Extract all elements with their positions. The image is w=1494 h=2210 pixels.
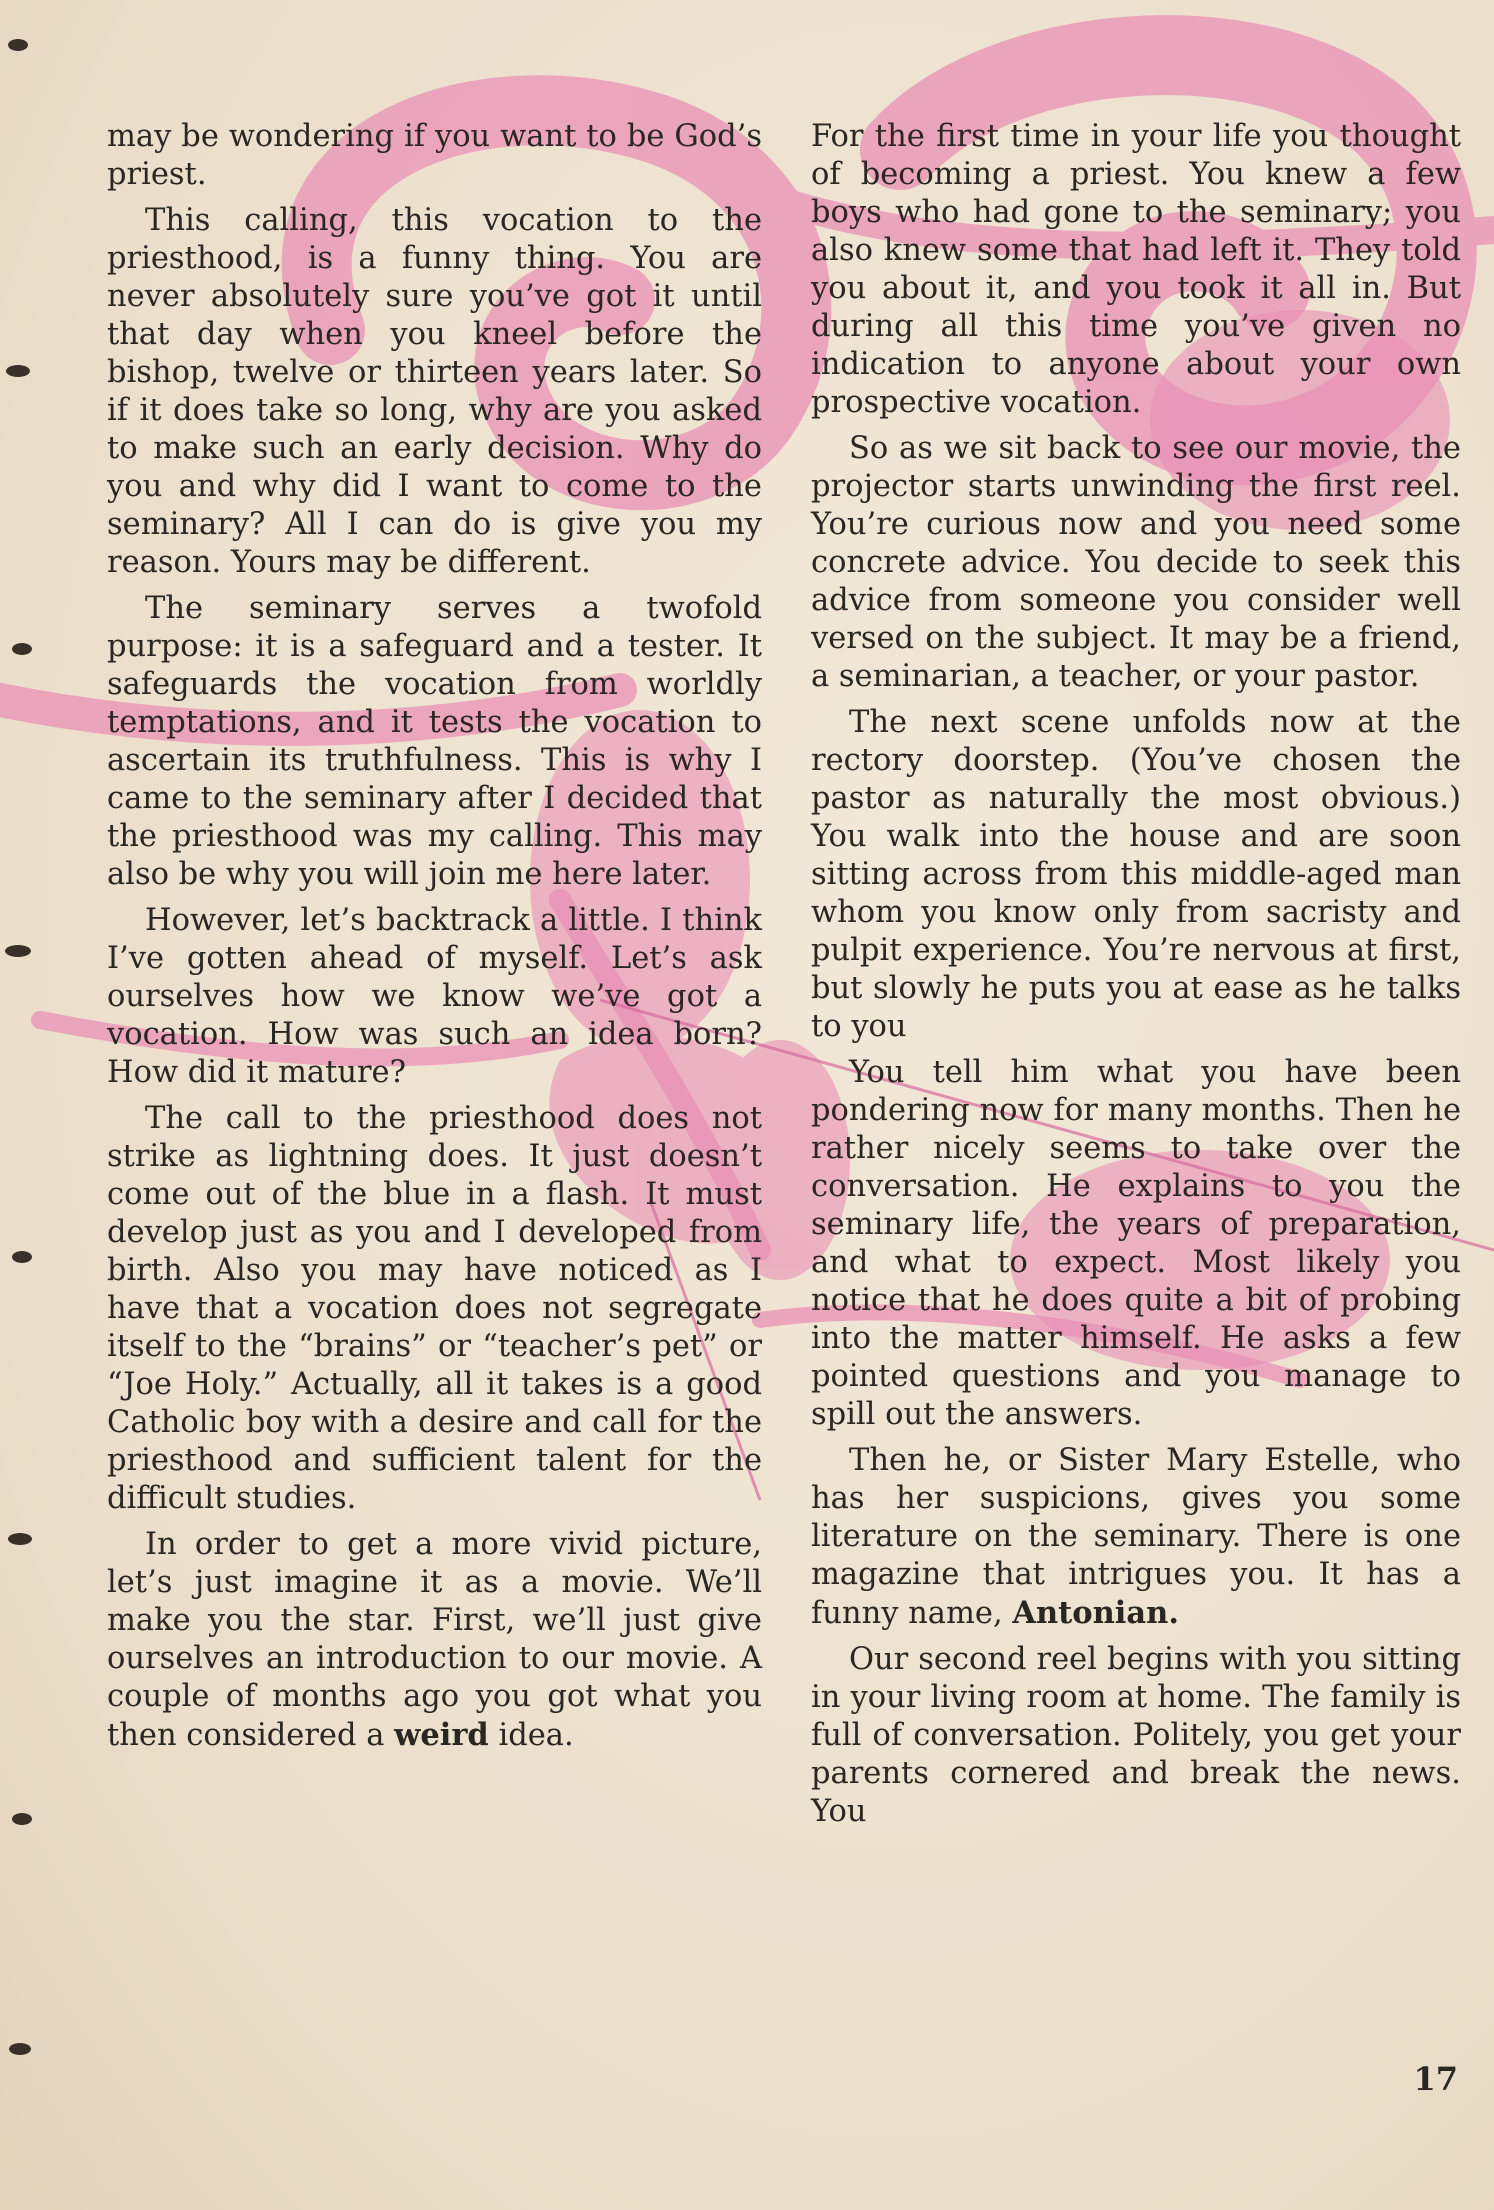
paragraph: may be wondering if you want to be God’s priest. <box>107 119 762 192</box>
paragraph: However, let’s backtrack a little. I think I’ve gotten ahead of myself. Let’s ask ourselves how we know we’ve got a vocation. How was such an idea born? How did it mature? <box>107 903 762 1090</box>
binding-hole-mark <box>0 640 34 658</box>
binding-hole-mark <box>0 362 34 380</box>
paragraph: You tell him what you have been pondering now for many months. Then he rather nicely seems to take over the conversation. He explains to you the seminary life, the years of preparation, and what to expect. Most likely you notice that he does quite a bit of probing into the matter himself. He asks a few pointed questions and you manage to spill out the answers. <box>811 1055 1461 1432</box>
paragraph: This calling, this vocation to the priesthood, is a funny thing. You are never absolutely sure you’ve got it until that day when you kneel before the bishop, twelve or thirteen years later. So if it does take so long, why are you asked to make such an early decision. Why do you and why did I want to come to the seminary? All I can do is give you my reason. Yours may be different. <box>107 203 762 580</box>
paragraph <box>107 1526 762 1755</box>
right-text-column <box>811 118 1461 1839</box>
paragraph: The next scene unfolds now at the rectory doorstep. (You’ve chosen the pastor as naturally the most obvious.) You walk into the house and are soon sitting across from this middle-aged man whom you know only from sacristy and pulpit experience. You’re nervous at first, but slowly he puts you at ease as he talks to you <box>811 705 1461 1044</box>
paragraph-text: Then he, or Sister Mary Estelle, who has her suspicions, gives you some literature on the seminary. There is one magazine that intrigues you. It has a funny name, <box>811 1443 1461 1631</box>
paragraph <box>811 1442 1461 1633</box>
binding-hole-mark <box>0 942 34 960</box>
paragraph: So as we sit back to see our movie, the projector starts unwinding the first reel. You’re curious now and you need some concrete advice. You decide to seek this advice from someone you consider well versed on the subject. It may be a friend, a seminarian, a teacher, or your pastor. <box>811 431 1461 694</box>
paragraph-text: In order to get a more vivid picture, let’s just imagine it as a movie. We’ll make you the star. First, we’ll just give ourselves an introduction to our movie. A couple of months ago you got what you then considered a <box>107 1527 762 1753</box>
paragraph: For the first time in your life you thought of becoming a priest. You knew a few boys who had gone to the seminary; you also knew some that had left it. They told you about it, and you took it all in. But during all this time you’ve given no indication to anyone about your own prospective vocation. <box>811 119 1461 420</box>
binding-hole-mark <box>0 1530 34 1548</box>
binding-hole-mark <box>0 1248 34 1266</box>
binding-hole-mark <box>0 36 34 54</box>
magazine-name: Antonian. <box>1012 1595 1179 1631</box>
paragraph: The seminary serves a twofold purpose: it is a safeguard and a tester. It safeguards the vocation from worldly temptations, and it tests the vocation to ascertain its truthfulness. This is why I came to the seminary after I decided that the priesthood was my calling. This may also be why you will join me here later. <box>107 591 762 892</box>
left-text-column <box>107 118 762 1763</box>
paragraph: Our second reel begins with you sitting in your living room at home. The family is full of conversation. Politely, you get your parents cornered and break the news. You <box>811 1642 1461 1829</box>
page-number: 17 <box>1413 2060 1458 2098</box>
paragraph-text-end: idea. <box>498 1718 574 1753</box>
bold-word: weird <box>394 1717 489 1753</box>
binding-hole-mark <box>0 2040 34 2058</box>
paragraph: The call to the priesthood does not strike as lightning does. It just doesn’t come out of the blue in a flash. It must develop just as you and I developed from birth. Also you may have noticed as I have that a vocation does not segregate itself to the “brains” or “teacher’s pet” or “Joe Holy.” Actually, all it takes is a good Catholic boy with a desire and call for the priesthood and sufficient talent for the difficult studies. <box>107 1101 762 1516</box>
binding-hole-mark <box>0 1810 34 1828</box>
